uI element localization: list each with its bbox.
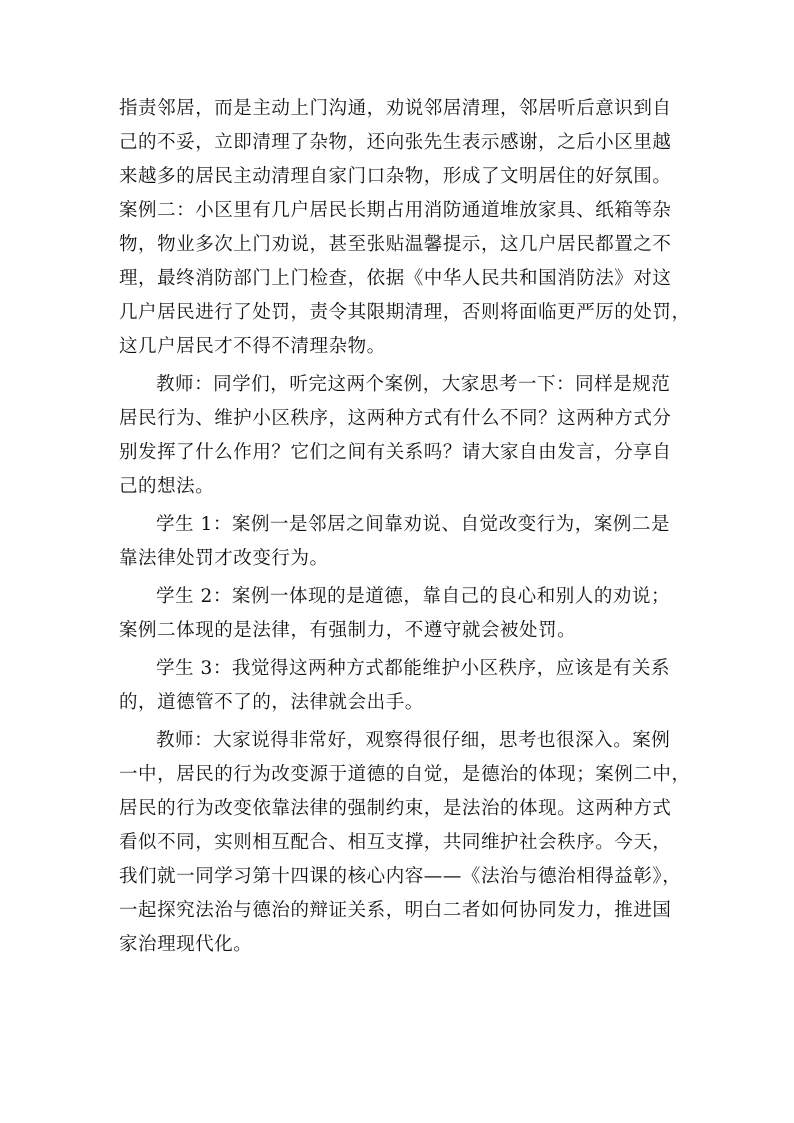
text-line: 看似不同，实则相互配合、相互支撑，共同维护社会秩序。今天， (119, 832, 672, 853)
text-line: 几户居民进行了处罚，责令其限期清理，否则将面临更严厉的处罚， (119, 302, 691, 323)
text-line: 案例二体现的是法律，有强制力，不遵守就会被处罚。 (119, 620, 577, 641)
document-body (119, 92, 691, 962)
text-line: 来越多的居民主动清理自家门口杂物，形成了文明居住的好氛围。 (119, 166, 672, 187)
paragraph-student-1 (119, 508, 679, 576)
text-line: 理，最终消防部门上门检查，依据《中华人民共和国消防法》对这 (119, 268, 672, 289)
text-line: 别发挥了什么作用？它们之间有关系吗？请大家自由发言，分享自 (119, 442, 672, 463)
text-line: 家治理现代化。 (119, 934, 253, 955)
paragraph-student-3 (119, 652, 679, 720)
text-line: 学生 3：我觉得这两种方式都能维护小区秩序，应该是有关系 (156, 658, 671, 679)
text-line: 我们就一同学习第十四课的核心内容——《法治与德治相得益彰》， (119, 866, 682, 887)
text-line: 教师：大家说得非常好，观察得很仔细，思考也很深入。案例 (156, 730, 671, 751)
text-line: 的，道德管不了的，法律就会出手。 (119, 692, 424, 713)
paragraph-teacher-question (119, 368, 679, 504)
text-line: 教师：同学们，听完这两个案例，大家思考一下：同样是规范 (156, 374, 671, 395)
text-line: 一中，居民的行为改变源于道德的自觉，是德治的体现；案例二中， (119, 764, 691, 785)
text-line: 物，物业多次上门劝说，甚至张贴温馨提示，这几户居民都置之不 (119, 234, 672, 255)
text-line: 学生 2：案例一体现的是道德，靠自己的良心和别人的劝说； (156, 586, 671, 607)
text-line: 居民行为、维护小区秩序，这两种方式有什么不同？这两种方式分 (119, 408, 672, 429)
paragraph-student-2 (119, 580, 679, 648)
paragraph-case-one-end (119, 92, 679, 194)
text-line: 这几户居民才不得不清理杂物。 (119, 336, 386, 357)
text-line: 一起探究法治与德治的辩证关系，明白二者如何协同发力，推进国 (119, 900, 672, 921)
paragraph-case-two (119, 194, 691, 364)
text-line: 靠法律处罚才改变行为。 (119, 548, 329, 569)
paragraph-teacher-summary (119, 724, 691, 962)
text-line: 案例二：小区里有几户居民长期占用消防通道堆放家具、纸箱等杂 (119, 200, 672, 221)
text-line: 学生 1：案例一是邻居之间靠劝说、自觉改变行为，案例二是 (156, 514, 671, 535)
text-line: 己的想法。 (119, 476, 215, 497)
text-line: 指责邻居，而是主动上门沟通，劝说邻居清理，邻居听后意识到自 (119, 98, 672, 119)
text-line: 己的不妥，立即清理了杂物，还向张先生表示感谢，之后小区里越 (119, 132, 672, 153)
text-line: 居民的行为改变依靠法律的强制约束，是法治的体现。这两种方式 (119, 798, 672, 819)
